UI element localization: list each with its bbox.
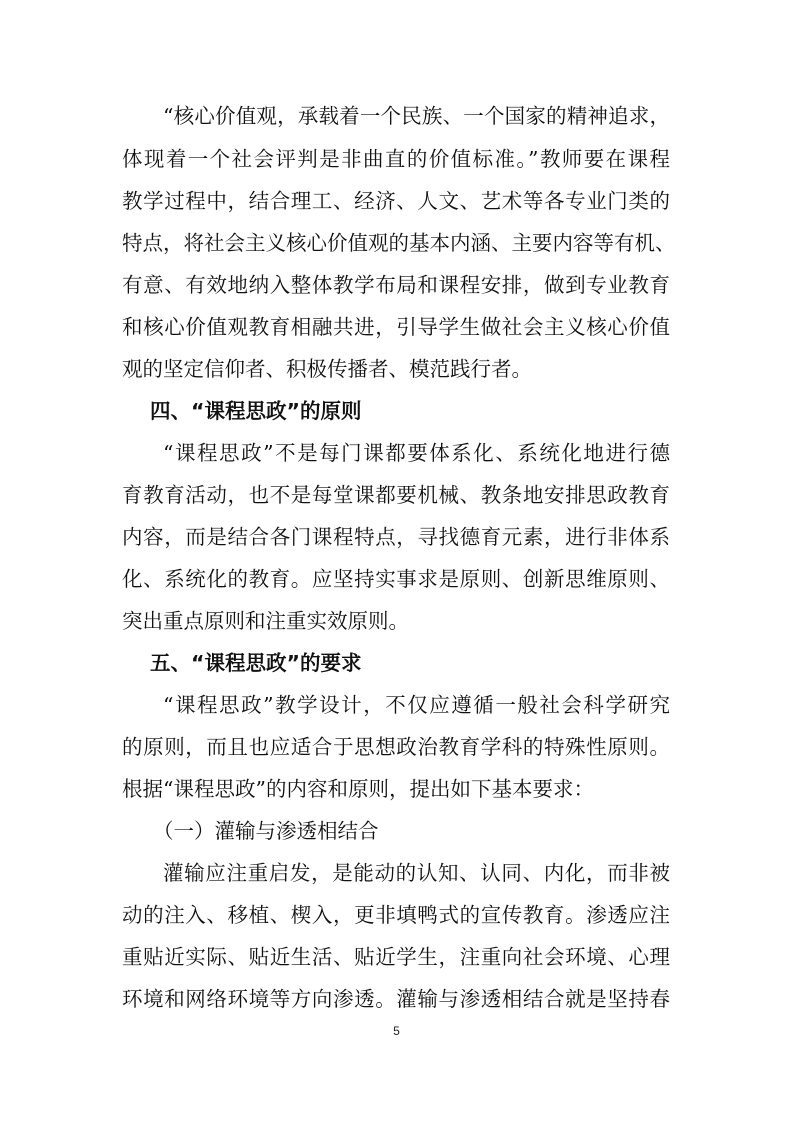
paragraph-line: 灌输应注重启发，是能动的认知、认同、内化，而非被	[163, 861, 670, 885]
paragraph-line: 突出重点原则和注重实效原则。	[122, 609, 409, 633]
paragraph-line: 体现着一个社会评判是非曲直的价值标准。”教师要在课程	[122, 147, 670, 171]
paragraph-line: 的原则，而且也应适合于思想政治教育学科的特殊性原则。	[122, 735, 670, 759]
paragraph-line: 动的注入、移植、楔入，更非填鸭式的宣传教育。渗透应注	[122, 903, 670, 927]
paragraph-line: “课程思政”不是每门课都要体系化、系统化地进行德	[163, 441, 670, 465]
paragraph-line: 重贴近实际、贴近生活、贴近学生，注重向社会环境、心理	[122, 945, 670, 969]
paragraph-line: 内容，而是结合各门课程特点，寻找德育元素，进行非体系	[122, 525, 670, 549]
section-heading: 五、“课程思政”的要求	[150, 651, 362, 675]
paragraph-line: “课程思政”教学设计，不仅应遵循一般社会科学研究	[163, 693, 670, 717]
paragraph-line: 化、系统化的教育。应坚持实事求是原则、创新思维原则、	[122, 567, 670, 591]
paragraph-line: 根据“课程思政”的内容和原则，提出如下基本要求：	[122, 777, 594, 801]
section-heading: 四、“课程思政”的原则	[150, 399, 362, 423]
paragraph-line: 教学过程中，结合理工、经济、人文、艺术等各专业门类的	[122, 189, 670, 213]
paragraph-line: 和核心价值观教育相融共进，引导学生做社会主义核心价值	[122, 315, 670, 339]
paragraph-line: “核心价值观，承载着一个民族、一个国家的精神追求，	[163, 104, 670, 128]
paragraph-line: 特点，将社会主义核心价值观的基本内涵、主要内容等有机、	[122, 231, 676, 255]
paragraph-line: 有意、有效地纳入整体教学布局和课程安排，做到专业教育	[122, 273, 670, 297]
page-number: 5	[393, 1024, 400, 1038]
subsection-heading: （一）灌输与渗透相结合	[153, 819, 379, 843]
paragraph-line: 育教育活动，也不是每堂课都要机械、教条地安排思政教育	[122, 483, 670, 507]
paragraph-line: 环境和网络环境等方向渗透。灌输与渗透相结合就是坚持春	[122, 987, 670, 1011]
paragraph-line: 观的坚定信仰者、积极传播者、模范践行者。	[122, 357, 532, 381]
